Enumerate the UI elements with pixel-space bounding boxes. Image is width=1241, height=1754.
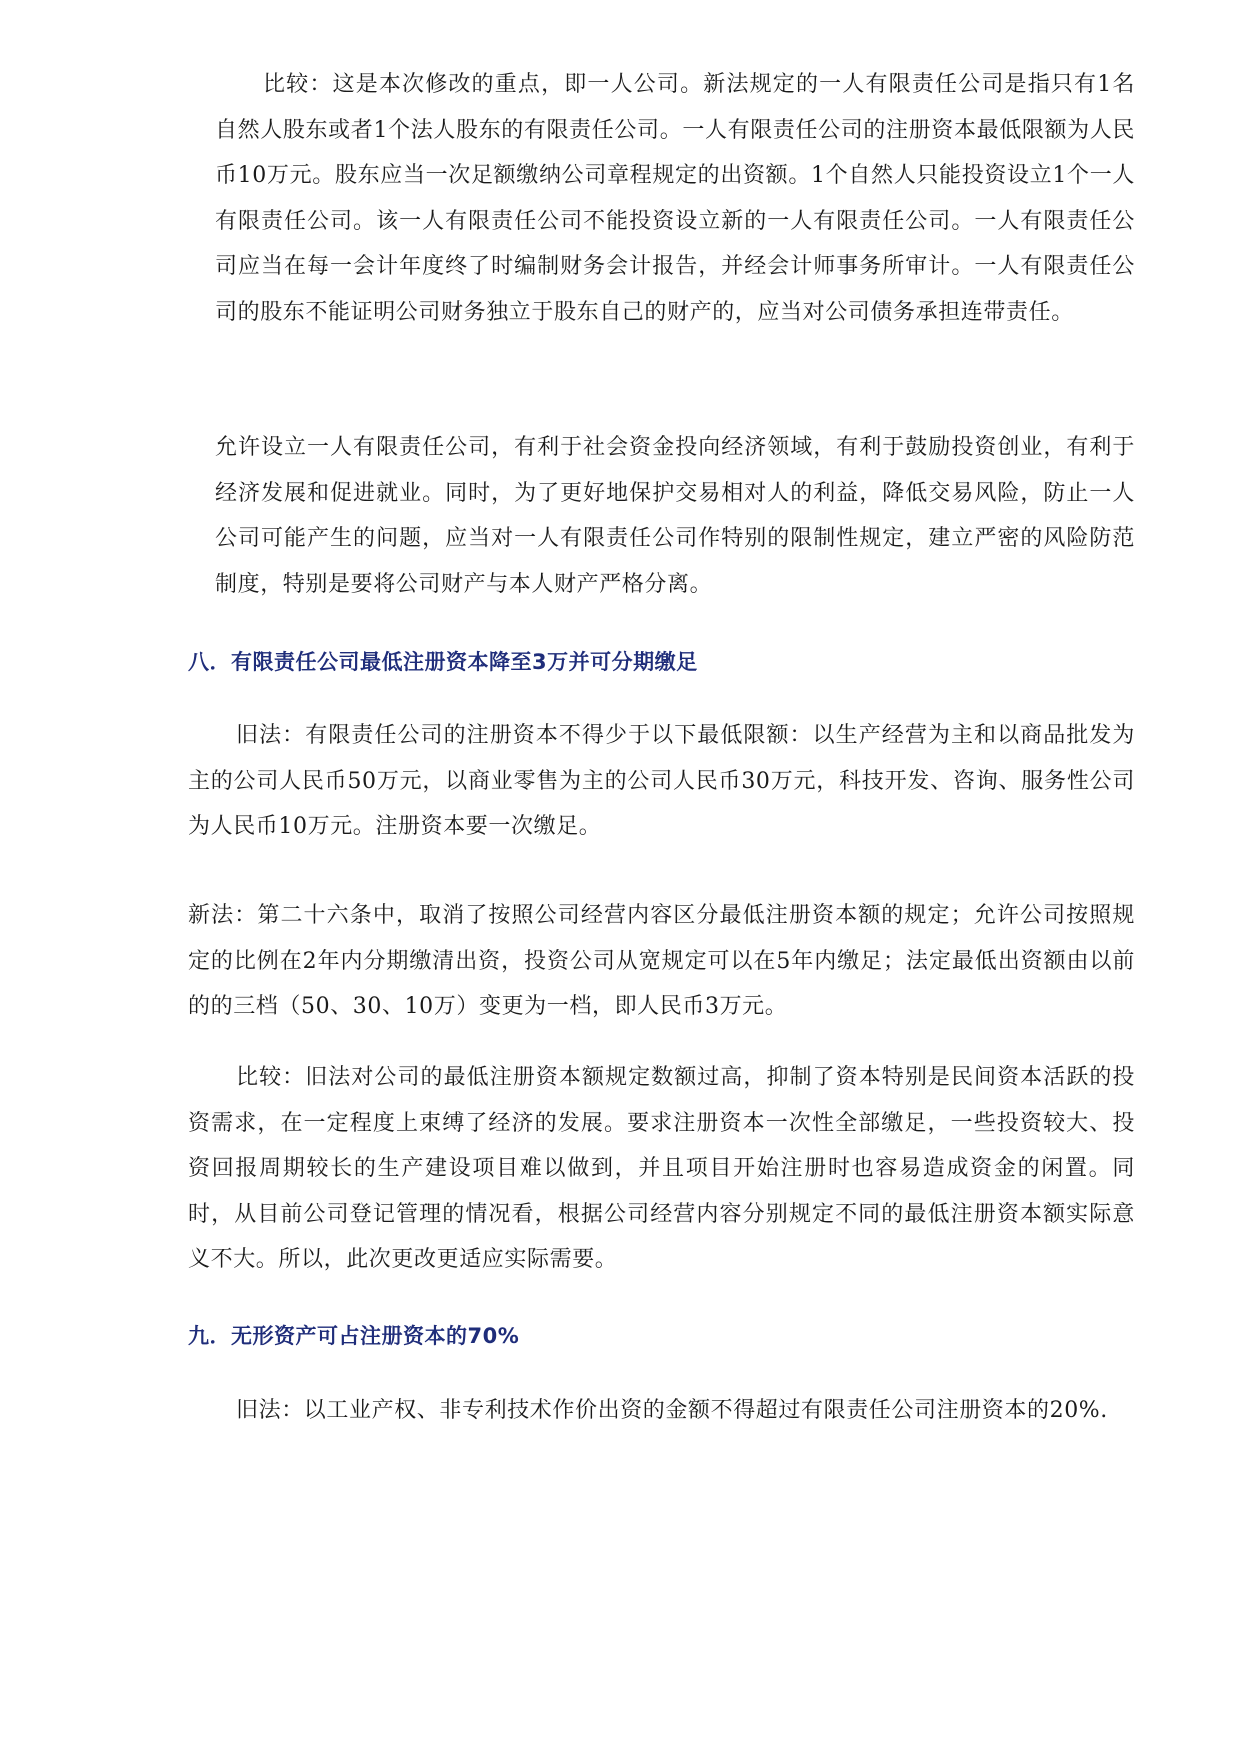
- section8-comparison-paragraph: 比较：旧法对公司的最低注册资本额规定数额过高，抑制了资本特别是民间资本活跃的投资需求，在一定程度上束缚了经济的发展。要求注册资本一次性全部缴足，一些投资较大、投资回报周期较长的生产建设项目难以做到，并且项目开始注册时也容易造成资金的闲置。同时，从目前公司登记管理的情况看，根据公司经营内容分别规定不同的最低注册资本额实际意义不大。所以，此次更改更适应实际需要。: [188, 1065, 1135, 1272]
- section7-commentary-paragraph: 允许设立一人有限责任公司，有利于社会资金投向经济领域，有利于鼓励投资创业，有利于经济发展和促进就业。同时，为了更好地保护交易相对人的利益，降低交易风险，防止一人公司可能产生的问题，应当对一人有限责任公司作特别的限制性规定，建立严密的风险防范制度，特别是要将公司财产与本人财产严格分离。: [215, 435, 1135, 597]
- section8-old-law-paragraph: 旧法：有限责任公司的注册资本不得少于以下最低限额：以生产经营为主和以商品批发为主的公司人民币50万元，以商业零售为主的公司人民币30万元，科技开发、咨询、服务性公司为人民币10万元。注册资本要一次缴足。: [188, 723, 1135, 839]
- section9-heading: 九．无形资产可占注册资本的70%: [188, 1324, 520, 1348]
- section7-comparison-paragraph: 比较：这是本次修改的重点，即一人公司。新法规定的一人有限责任公司是指只有1名自然人股东或者1个法人股东的有限责任公司。一人有限责任公司的注册资本最低限额为人民币10万元。股东应当一次足额缴纳公司章程规定的出资额。1个自然人只能投资设立1个一人有限责任公司。该一人有限责任公司不能投资设立新的一人有限责任公司。一人有限责任公司应当在每一会计年度终了时编制财务会计报告，并经会计师事务所审计。一人有限责任公司的股东不能证明公司财务独立于股东自己的财产的，应当对公司债务承担连带责任。: [215, 72, 1135, 325]
- section8-heading: 八．有限责任公司最低注册资本降至3万并可分期缴足: [188, 650, 698, 674]
- section8-new-law-paragraph: 新法：第二十六条中，取消了按照公司经营内容区分最低注册资本额的规定；允许公司按照规定的比例在2年内分期缴清出资，投资公司从宽规定可以在5年内缴足；法定最低出资额由以前的的三档（50、30、10万）变更为一档，即人民币3万元。: [188, 903, 1135, 1019]
- section9-old-law-paragraph: 旧法：以工业产权、非专利技术作价出资的金额不得超过有限责任公司注册资本的20%.: [236, 1398, 1108, 1423]
